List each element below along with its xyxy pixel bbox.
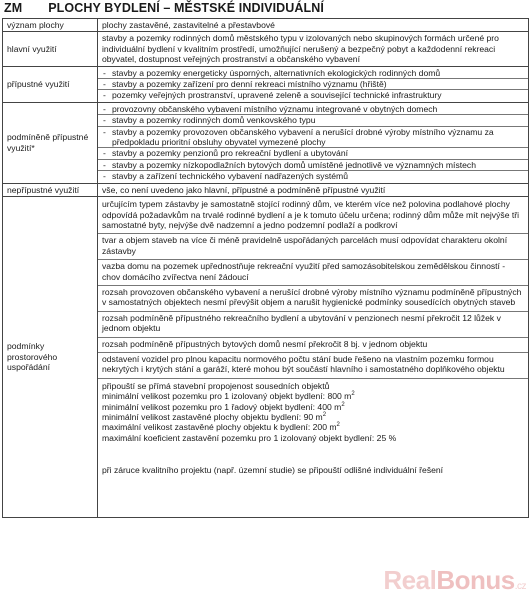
- limit-line: maximální koeficient zastavění pozemku pro 1 izolovaný objekt bydlení: 25 %: [102, 432, 397, 443]
- row-prostorove: [3, 197, 529, 518]
- list-item: - stavby a pozemky penzionů pro rekreační bydlení a ubytování: [98, 148, 528, 159]
- label-vyznam: význam plochy: [3, 19, 98, 32]
- list-item: - stavby a pozemky provozoven občanského vybavení a nerušící drobné výroby místního významu za předpokladu prioritní obsluhy obyvatel vymezené plochy: [98, 127, 528, 149]
- list-item: - provozovny občanského vybavení místního významu integrované v obytných domech: [98, 104, 528, 115]
- row-nepripustne: [3, 183, 529, 196]
- spacer: [102, 443, 524, 465]
- limits-block: [102, 379, 524, 516]
- zone-title: PLOCHY BYDLENÍ – MĚSTSKÉ INDIVIDUÁLNÍ: [48, 1, 324, 15]
- row-vyznam: [3, 19, 529, 32]
- label-hlavni: hlavní využití: [3, 32, 98, 66]
- footer-note: při záruce kvalitního projektu (např. územní studie) se připouští odlišné individuální řešení: [102, 465, 444, 476]
- label-prostorove: podmínky prostorového uspořádání: [3, 197, 98, 518]
- value-pripustne: [98, 66, 529, 102]
- list-item: - pozemky veřejných prostranství, upravené zeleně a související technické infrastruktury: [98, 90, 528, 100]
- condition-paragraph: rozsah podmíněně přípustného rekreačního bydlení a ubytování v penzionech nesmí překročit 12 lůžek v jednom objektu: [98, 312, 528, 338]
- value-nepripustne: vše, co není uvedeno jako hlavní, přípustné a podmíněně přípustné využití: [98, 183, 529, 196]
- row-pripustne: [3, 66, 529, 102]
- zone-code: ZM: [4, 1, 23, 15]
- condition-paragraph: rozsah provozoven občanského vybavení a nerušící drobné výroby místního významu podmíněně přípustných v samostatných objektech nesmí převýšit objem a narušit hygienické podmínky sousedících obytných staveb: [98, 286, 528, 312]
- list-item: - stavby a pozemky nízkopodlažních bytových domů umístěné jednotlivě ve významných místech: [98, 160, 528, 171]
- value-hlavni: stavby a pozemky rodinných domů městského typu v izolovaných nebo skupinových formách určené pro individuální bydlení v kvalitním prostředí, umožňující nerušený a bezpečný pobyt a každodenní rekreaci obyvatel, dostupnost veřejných prostranství a občanského vybavení: [98, 32, 529, 66]
- label-podminene: podmíněně přípustné využití*: [3, 102, 98, 183]
- row-hlavni: [3, 32, 529, 66]
- value-podminene: [98, 102, 529, 183]
- condition-paragraph: určujícím typem zástavby je samostatně stojící rodinný dům, ve kterém více než polovina podlahové plochy odpovídá požadavkům na trvalé rodinné bydlení a je k tomuto účelu určena; rodinný dům může mít nejvýše tři samostatné byty, nejvýše dvě nadzemní a jedno podzemní podlaží a podkroví: [98, 198, 528, 234]
- label-pripustne: přípustné využití: [3, 66, 98, 102]
- value-prostorove: [98, 197, 529, 518]
- value-vyznam: plochy zastavěné, zastavitelné a přestavbové: [98, 19, 529, 32]
- list-item: - stavby a pozemky rodinných domů venkovského typu: [98, 115, 528, 126]
- condition-paragraph: tvar a objem staveb na více či méně pravidelně uspořádaných parcelách musí odpovídat charakteru okolní zástavby: [98, 234, 528, 260]
- list-podminene: [102, 104, 524, 182]
- regulation-table: [2, 18, 529, 518]
- limit-line: připouští se přímá stavební propojenost sousedních objektů: [102, 380, 330, 391]
- row-podminene: [3, 102, 529, 183]
- limit-line: minimální velikost pozemku pro 1 izolovaný objekt bydlení: 800 $m^2$: [102, 391, 355, 402]
- condition-paragraph: odstavení vozidel pro plnou kapacitu normového počtu stání bude řešeno na vlastním pozemku formou nekrytých i krytých stání a garáží, které mohou být součástí hlavního i samostatného doplňkového objektu: [98, 353, 528, 379]
- condition-paragraph: vazba domu na pozemek upřednostňuje rekreační využití před samozásobitelskou zemědělskou činností - chov domácího zvířectva není žádoucí: [98, 260, 528, 286]
- realbonus-watermark: RealBonus.cz: [383, 565, 526, 595]
- condition-paragraph: rozsah podmíněně přípustných bytových domů nesmí překročit 8 bj. v jednom objektu: [98, 338, 528, 353]
- limit-line: minimální velikost zastavěné plochy objektu bydlení: 90 $m^2$: [102, 412, 327, 422]
- list-item: - stavby a pozemky zařízení pro denní rekreaci místního významu (hřiště): [98, 79, 528, 90]
- spacer: [102, 476, 524, 516]
- label-nepripustne: nepřípustné využití: [3, 183, 98, 196]
- document-header: [4, 1, 324, 17]
- list-item: - stavby a zařízení technického vybavení nadřazených systémů: [98, 171, 528, 181]
- list-pripustne: [102, 68, 524, 101]
- limit-line: maximální velikost zastavěné plochy objektu k bydlení: 200 $m^2$: [102, 422, 340, 433]
- limit-line: minimální velikost pozemku pro 1 řadový objekt bydlení: 400 $m^2$: [102, 401, 345, 412]
- list-item: - stavby a pozemky energeticky úsporných, alternativních ekologických rodinných domů: [98, 68, 528, 79]
